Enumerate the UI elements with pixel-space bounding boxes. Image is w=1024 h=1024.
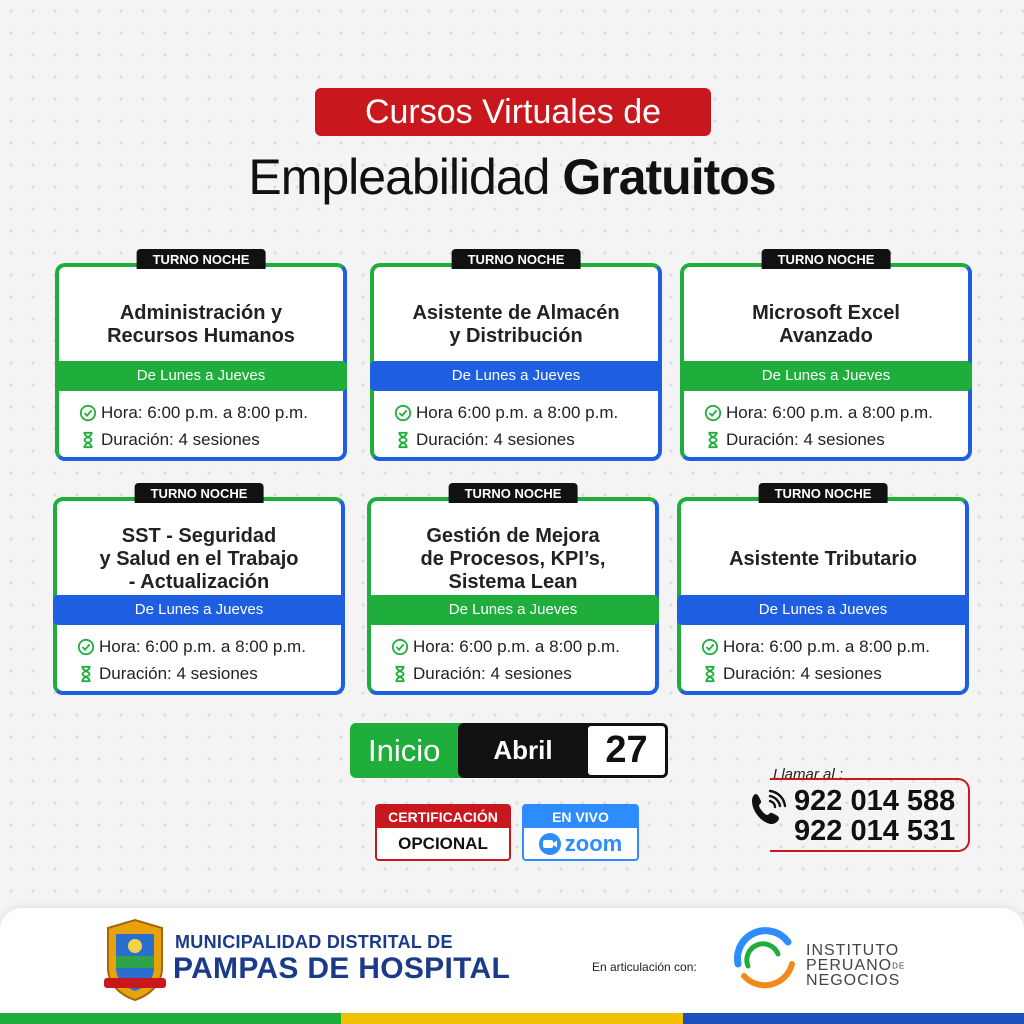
turno-badge: TURNO NOCHE <box>135 483 264 503</box>
schedule-row <box>701 637 959 657</box>
phone-number-1[interactable]: 922 014 588 <box>794 785 956 817</box>
clock-check-icon <box>701 638 719 656</box>
course-title: Administración y Recursos Humanos <box>107 302 295 347</box>
duration-text: Duración: 4 sesiones <box>413 664 572 683</box>
municipality-line2: PAMPAS DE HOSPITAL <box>173 952 511 985</box>
schedule-text: Hora: 6:00 p.m. a 8:00 p.m. <box>726 403 933 422</box>
zoom-word: zoom <box>564 830 623 856</box>
course-title: SST - Seguridad y Salud en el Trabajo - Actualización <box>99 524 299 593</box>
certification-badge <box>375 804 511 861</box>
course-card-excel <box>680 252 972 461</box>
stripe-blue <box>683 1013 1024 1024</box>
title-regular: Empleabilidad <box>248 149 550 205</box>
ipn-logo-icon <box>728 924 802 998</box>
zoom-camera-icon <box>539 833 561 855</box>
start-day: 27 <box>588 726 665 775</box>
turno-badge: TURNO NOCHE <box>759 483 888 503</box>
clock-check-icon <box>77 638 95 656</box>
clock-check-icon <box>704 404 722 422</box>
course-title: Gestión de Mejora de Procesos, KPI’s, Sistema Lean <box>420 524 606 593</box>
municipality-crest-icon <box>102 918 168 1002</box>
course-card-admin <box>55 252 347 461</box>
hourglass-icon <box>394 431 412 449</box>
ipn-peruano: PERUANO <box>806 957 893 974</box>
turno-badge: TURNO NOCHE <box>449 483 578 503</box>
course-title: Asistente de Almacén y Distribución <box>412 302 620 347</box>
days-bar: De Lunes a Jueves <box>680 361 972 391</box>
course-title: Asistente Tributario <box>729 547 917 570</box>
days-bar: De Lunes a Jueves <box>370 361 662 391</box>
live-zoom-badge <box>522 804 639 861</box>
start-date-box <box>458 723 668 778</box>
clock-check-icon <box>79 404 97 422</box>
schedule-text: Hora: 6:00 p.m. a 8:00 p.m. <box>101 403 308 422</box>
duration-row <box>391 664 649 684</box>
hourglass-icon <box>704 431 722 449</box>
certification-value: OPCIONAL <box>398 834 488 853</box>
course-card-procesos <box>367 486 659 695</box>
turno-badge: TURNO NOCHE <box>452 249 581 269</box>
schedule-row <box>704 403 962 423</box>
duration-row <box>77 664 335 684</box>
ipn-line1: INSTITUTO <box>806 942 900 959</box>
municipality-line1: MUNICIPALIDAD DISTRITAL DE <box>175 932 453 952</box>
course-title: Microsoft Excel Avanzado <box>752 302 900 347</box>
duration-row <box>704 430 962 450</box>
title-pill: Cursos Virtuales de <box>315 88 711 136</box>
duration-text: Duración: 4 sesiones <box>99 664 258 683</box>
days-bar: De Lunes a Jueves <box>677 595 969 625</box>
schedule-text: Hora: 6:00 p.m. a 8:00 p.m. <box>99 637 306 656</box>
ipn-de: DE <box>892 961 906 971</box>
page-title <box>0 142 1024 212</box>
phone-number-2[interactable]: 922 014 531 <box>794 815 956 847</box>
clock-check-icon <box>394 404 412 422</box>
certification-title: CERTIFICACIÓN <box>377 806 509 828</box>
duration-row <box>394 430 652 450</box>
phone-icon <box>746 788 788 830</box>
course-card-almacen <box>370 252 662 461</box>
stripe-green <box>0 1013 341 1024</box>
schedule-row <box>394 403 652 423</box>
ipn-line3: NEGOCIOS <box>806 972 901 989</box>
schedule-row <box>77 637 335 657</box>
course-card-tributario <box>677 486 969 695</box>
clock-check-icon <box>391 638 409 656</box>
hourglass-icon <box>391 665 409 683</box>
stripe-yellow <box>341 1013 682 1024</box>
days-bar: De Lunes a Jueves <box>367 595 659 625</box>
turno-badge: TURNO NOCHE <box>137 249 266 269</box>
duration-text: Duración: 4 sesiones <box>723 664 882 683</box>
schedule-row <box>391 637 649 657</box>
schedule-text: Hora: 6:00 p.m. a 8:00 p.m. <box>723 637 930 656</box>
course-card-sst <box>53 486 345 695</box>
hourglass-icon <box>701 665 719 683</box>
duration-row <box>701 664 959 684</box>
days-bar: De Lunes a Jueves <box>55 361 347 391</box>
start-month: Abril <box>493 735 553 765</box>
start-label: Inicio <box>350 723 480 778</box>
schedule-text: Hora: 6:00 p.m. a 8:00 p.m. <box>413 637 620 656</box>
footer-color-stripe <box>0 1013 1024 1024</box>
turno-badge: TURNO NOCHE <box>762 249 891 269</box>
title-bold: Gratuitos <box>562 149 776 205</box>
partnership-label: En articulación con: <box>592 960 697 974</box>
duration-text: Duración: 4 sesiones <box>416 430 575 449</box>
hourglass-icon <box>77 665 95 683</box>
live-title: EN VIVO <box>524 806 637 828</box>
duration-text: Duración: 4 sesiones <box>726 430 885 449</box>
schedule-text: Hora 6:00 p.m. a 8:00 p.m. <box>416 403 619 422</box>
zoom-logo <box>524 828 637 859</box>
duration-row <box>79 430 337 450</box>
days-bar: De Lunes a Jueves <box>53 595 345 625</box>
schedule-row <box>79 403 337 423</box>
hourglass-icon <box>79 431 97 449</box>
call-label: Llamar al : <box>773 766 844 783</box>
duration-text: Duración: 4 sesiones <box>101 430 260 449</box>
